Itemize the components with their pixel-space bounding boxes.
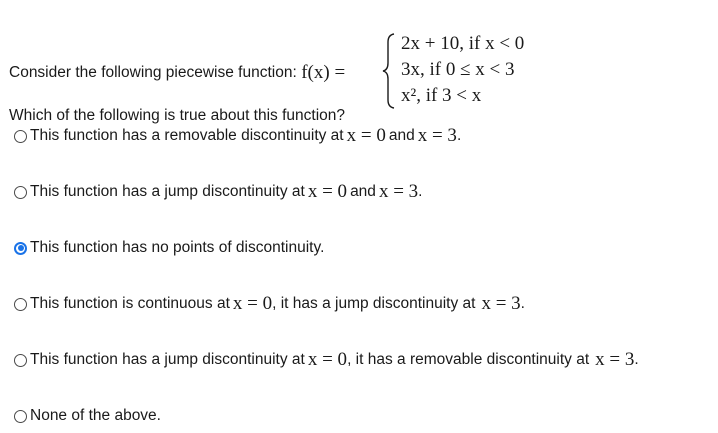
option-math: x = 0: [232, 293, 273, 314]
option-math: x = 3: [481, 293, 521, 314]
option-text: This function has a removable discontinuity at: [30, 127, 344, 144]
option-text: .: [634, 351, 639, 368]
option-math: x = 3: [417, 125, 457, 146]
radio-button[interactable]: [14, 410, 27, 423]
case-line: [401, 57, 524, 83]
question-intro-line: [9, 62, 345, 84]
option-text: and: [388, 127, 415, 144]
option-text: .: [456, 127, 462, 144]
option-text: .: [418, 183, 423, 200]
answer-option-no-discontinuity[interactable]: [14, 238, 324, 258]
option-math: x = 3: [595, 349, 635, 370]
option-text: and: [350, 183, 376, 200]
case-line: [401, 83, 524, 109]
option-text: This function has a jump discontinuity at: [30, 351, 305, 368]
answer-option-jump-both[interactable]: [14, 182, 422, 202]
option-text: , it has a removable discontinuity at: [347, 351, 590, 368]
case-condition: if x < 0: [468, 33, 525, 54]
answer-option-removable-both[interactable]: [14, 126, 461, 146]
case-expr: x²,: [401, 85, 421, 106]
case-expr: 3x,: [401, 59, 425, 80]
piecewise-cases: [401, 31, 524, 109]
option-text: .: [520, 295, 525, 312]
radio-button[interactable]: [14, 130, 27, 143]
question-intro: Consider the following piecewise function:: [9, 64, 297, 81]
option-text: This function has a jump discontinuity at: [30, 183, 305, 200]
option-math: x = 0: [307, 349, 348, 370]
case-condition: if 3 < x: [425, 85, 482, 106]
option-text: This function is continuous at: [30, 295, 230, 312]
option-math: x = 0: [346, 125, 386, 146]
answer-option-continuous-then-jump[interactable]: [14, 294, 525, 314]
case-line: [401, 31, 524, 57]
option-math: x = 0: [307, 181, 348, 202]
option-math: x = 3: [378, 181, 419, 202]
option-text: This function has no points of discontinuity.: [30, 239, 325, 256]
radio-button[interactable]: [14, 186, 27, 199]
option-text: None of the above.: [30, 407, 161, 424]
radio-button[interactable]: [14, 298, 27, 311]
case-condition: if 0 ≤ x < 3: [429, 59, 515, 80]
radio-button[interactable]: [14, 354, 27, 367]
answer-option-none[interactable]: [14, 406, 161, 426]
option-text: , it has a jump discontinuity at: [272, 295, 476, 312]
question-prompt: Which of the following is true about this function?: [9, 107, 346, 124]
piecewise-brace: [381, 33, 397, 109]
answer-option-jump-then-removable[interactable]: [14, 350, 639, 370]
radio-button-selected[interactable]: [14, 242, 27, 255]
case-expr: 2x + 10,: [401, 33, 464, 54]
function-lhs: f(x) =: [301, 62, 346, 83]
